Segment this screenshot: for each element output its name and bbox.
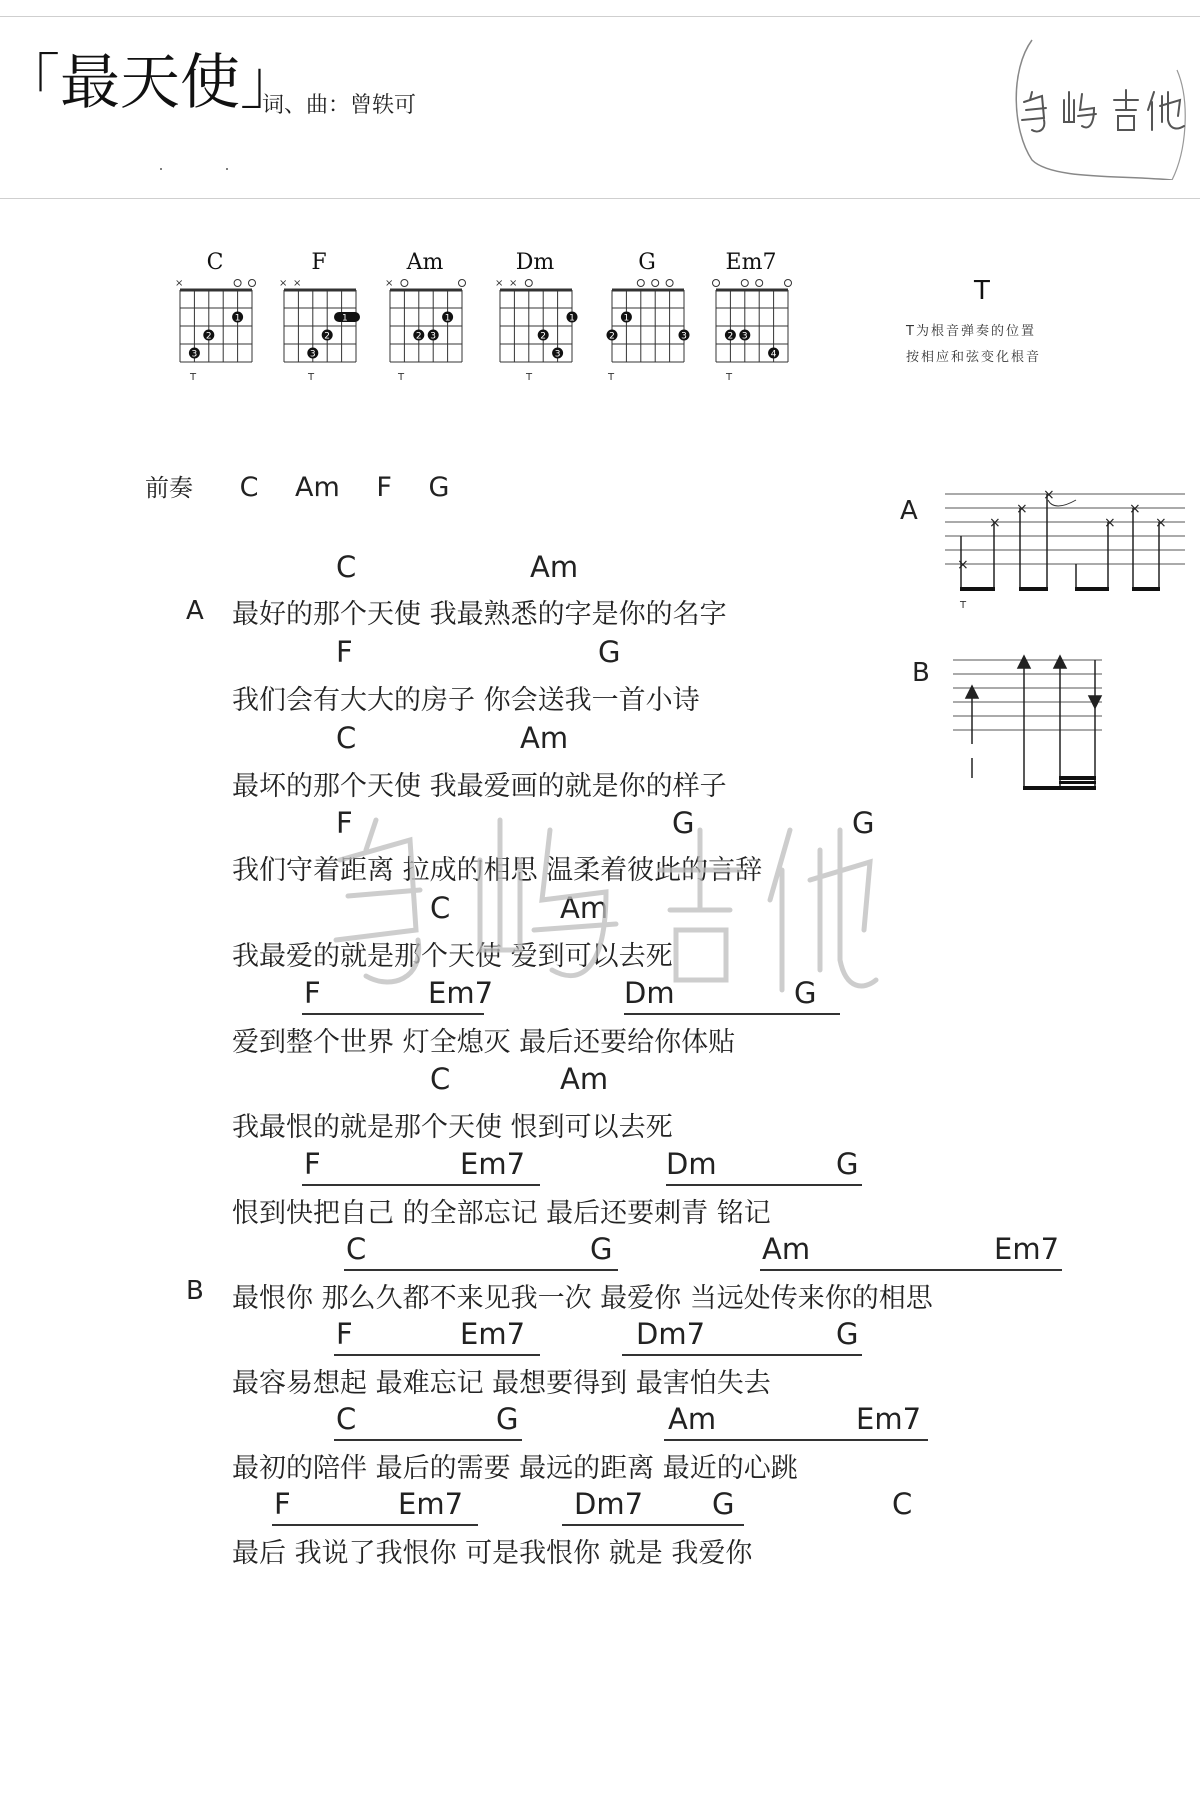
chord-diagram-dm xyxy=(492,250,578,390)
svg-text:×: × xyxy=(509,278,518,289)
header-top-rule xyxy=(0,16,1200,17)
fretboard-grid xyxy=(604,276,690,388)
svg-text:×: × xyxy=(1129,501,1141,517)
svg-text:1: 1 xyxy=(623,313,630,324)
chord-diagram-c xyxy=(172,250,258,390)
chord-label: G xyxy=(852,806,875,840)
chord-name: Dm xyxy=(515,250,555,275)
chord-name: C xyxy=(206,250,224,275)
chord-label: F xyxy=(336,1317,353,1351)
chord-underline xyxy=(666,1184,862,1186)
lyric-line: 我们守着距离 拉成的相思 温柔着彼此的言辞 xyxy=(232,855,763,886)
decor-dot xyxy=(160,168,162,170)
chord-label: C xyxy=(346,1232,367,1266)
lyric-line: 最恨你 那么久都不来见我一次 最爱你 当远处传来你的相思 xyxy=(232,1283,933,1314)
lyric-line: 最坏的那个天使 我最爱画的就是你的样子 xyxy=(232,771,727,802)
chord-label: G xyxy=(712,1487,735,1521)
chord-label: Em7 xyxy=(460,1147,526,1181)
chord-label: Dm xyxy=(624,976,675,1010)
root-marker: T xyxy=(526,372,533,383)
chord-label: Am xyxy=(560,1062,609,1096)
svg-text:2: 2 xyxy=(415,331,422,342)
svg-text:×: × xyxy=(957,557,969,573)
intro-label: 前奏 xyxy=(145,474,193,502)
svg-text:3: 3 xyxy=(554,349,561,360)
intro-line xyxy=(145,468,463,503)
root-marker: T xyxy=(398,372,405,383)
chord-underline xyxy=(622,1354,862,1356)
chord-label: Am xyxy=(762,1232,811,1266)
chord-label: F xyxy=(336,635,353,669)
chord-label: F xyxy=(304,1147,321,1181)
chord-underline xyxy=(664,1439,928,1441)
chord-label: G xyxy=(836,1147,859,1181)
chord-label: G xyxy=(794,976,817,1010)
svg-text:×: × xyxy=(175,278,184,289)
chord-diagram-g xyxy=(604,250,690,390)
chord-name: Em7 xyxy=(725,250,777,275)
fretboard-grid xyxy=(382,276,468,388)
chord-name: F xyxy=(311,250,327,275)
svg-text:×: × xyxy=(1104,515,1116,531)
chord-label: Am xyxy=(560,891,609,925)
chord-label: Am xyxy=(668,1402,717,1436)
chord-name: G xyxy=(638,250,656,275)
chord-underline xyxy=(272,1524,478,1526)
intro-chord: F xyxy=(376,472,392,503)
svg-text:×: × xyxy=(385,278,394,289)
chord-diagram-em7 xyxy=(708,250,794,390)
svg-text:2: 2 xyxy=(205,331,212,342)
pattern-a-root-marker: T xyxy=(960,600,967,611)
svg-text:1: 1 xyxy=(234,313,241,324)
chord-label: G xyxy=(496,1402,519,1436)
lyric-line: 恨到快把自己 的全部忘记 最后还要刺青 铭记 xyxy=(232,1198,771,1229)
fretboard-grid xyxy=(172,276,258,388)
svg-text:3: 3 xyxy=(191,349,198,360)
chord-label: C xyxy=(336,1402,357,1436)
svg-text:1: 1 xyxy=(444,313,451,324)
chord-label: Em7 xyxy=(460,1317,526,1351)
svg-text:1: 1 xyxy=(569,313,575,324)
root-marker: T xyxy=(190,372,197,383)
root-marker: T xyxy=(726,372,733,383)
chord-label: G xyxy=(836,1317,859,1351)
brand-logo xyxy=(1002,30,1192,180)
chord-label: Am xyxy=(520,721,569,755)
header-bottom-rule xyxy=(0,198,1200,199)
chord-label: Em7 xyxy=(428,976,494,1010)
song-title: 「最天使」 xyxy=(0,48,300,118)
svg-text:2: 2 xyxy=(727,331,734,342)
chord-label: Em7 xyxy=(994,1232,1060,1266)
chord-underline xyxy=(344,1269,618,1271)
svg-text:3: 3 xyxy=(681,331,687,342)
lyric-line: 我最爱的就是那个天使 爱到可以去死 xyxy=(232,941,673,972)
lyric-line: 我们会有大大的房子 你会送我一首小诗 xyxy=(232,685,700,716)
chord-diagram-am xyxy=(382,250,468,390)
svg-text:×: × xyxy=(989,515,1001,531)
lyric-line: 最好的那个天使 我最熟悉的字是你的名字 xyxy=(232,599,727,630)
chord-underline xyxy=(760,1269,1062,1271)
chord-label: F xyxy=(336,806,353,840)
chord-diagram-f xyxy=(276,250,362,390)
svg-text:×: × xyxy=(1016,501,1028,517)
root-marker: T xyxy=(308,372,315,383)
chord-name: Am xyxy=(406,250,444,275)
svg-text:×: × xyxy=(495,278,504,289)
strum-pattern-a xyxy=(940,480,1190,620)
svg-text:1: 1 xyxy=(342,313,348,324)
chord-label: G xyxy=(598,635,621,669)
lyric-line: 最容易想起 最难忘记 最想要得到 最害怕失去 xyxy=(232,1368,771,1399)
legend-symbol: T xyxy=(974,276,990,306)
legend-line-2: 按相应和弦变化根音 xyxy=(906,350,1042,365)
root-marker: T xyxy=(608,372,615,383)
fretboard-grid xyxy=(492,276,578,388)
chord-label: C xyxy=(336,721,357,755)
svg-text:2: 2 xyxy=(540,331,547,342)
chord-label: C xyxy=(430,1062,451,1096)
svg-text:4: 4 xyxy=(770,349,777,360)
fretboard-grid xyxy=(708,276,794,388)
chord-label: C xyxy=(892,1487,913,1521)
chord-label: G xyxy=(672,806,695,840)
chord-label: Dm xyxy=(666,1147,717,1181)
svg-text:×: × xyxy=(1155,515,1167,531)
svg-text:2: 2 xyxy=(324,331,331,342)
intro-chord: Am xyxy=(295,472,340,503)
lyric-line: 最初的陪伴 最后的需要 最远的距离 最近的心跳 xyxy=(232,1453,798,1484)
svg-text:×: × xyxy=(1043,487,1055,503)
chord-label: C xyxy=(336,550,357,584)
strum-pattern-b xyxy=(950,648,1110,798)
svg-text:×: × xyxy=(293,278,302,289)
fretboard-grid xyxy=(276,276,362,388)
decor-dot xyxy=(226,168,228,170)
chord-label: Dm7 xyxy=(574,1487,644,1521)
legend-line-1: T为根音弹奏的位置 xyxy=(906,324,1036,339)
chord-label: Am xyxy=(530,550,579,584)
pattern-b-label: B xyxy=(912,658,930,688)
section-marker-b: B xyxy=(186,1276,204,1306)
svg-text:3: 3 xyxy=(309,349,316,360)
svg-text:3: 3 xyxy=(430,331,437,342)
chord-label: C xyxy=(430,891,451,925)
lyric-line: 我最恨的就是那个天使 恨到可以去死 xyxy=(232,1112,673,1143)
svg-text:×: × xyxy=(279,278,288,289)
chord-label: Em7 xyxy=(398,1487,464,1521)
song-credits: 词、曲：曾轶可 xyxy=(262,93,417,118)
chord-label: F xyxy=(274,1487,291,1521)
chord-underline xyxy=(334,1354,540,1356)
chord-underline xyxy=(334,1439,522,1441)
section-marker-a: A xyxy=(186,596,204,626)
lyric-line: 爱到整个世界 灯全熄灭 最后还要给你体贴 xyxy=(232,1027,736,1058)
chord-label: Em7 xyxy=(856,1402,922,1436)
chord-label: Dm7 xyxy=(636,1317,706,1351)
lyric-line: 最后 我说了我恨你 可是我恨你 就是 我爱你 xyxy=(232,1538,753,1569)
chord-label: G xyxy=(590,1232,613,1266)
intro-chord: C xyxy=(239,472,259,503)
pattern-a-label: A xyxy=(900,496,918,526)
chord-underline xyxy=(302,1184,540,1186)
intro-chord: G xyxy=(428,472,450,503)
chord-underline xyxy=(302,1013,484,1015)
chord-underline xyxy=(624,1013,840,1015)
chord-label: F xyxy=(304,976,321,1010)
svg-text:2: 2 xyxy=(609,331,615,342)
chord-underline xyxy=(562,1524,744,1526)
svg-text:3: 3 xyxy=(741,331,748,342)
